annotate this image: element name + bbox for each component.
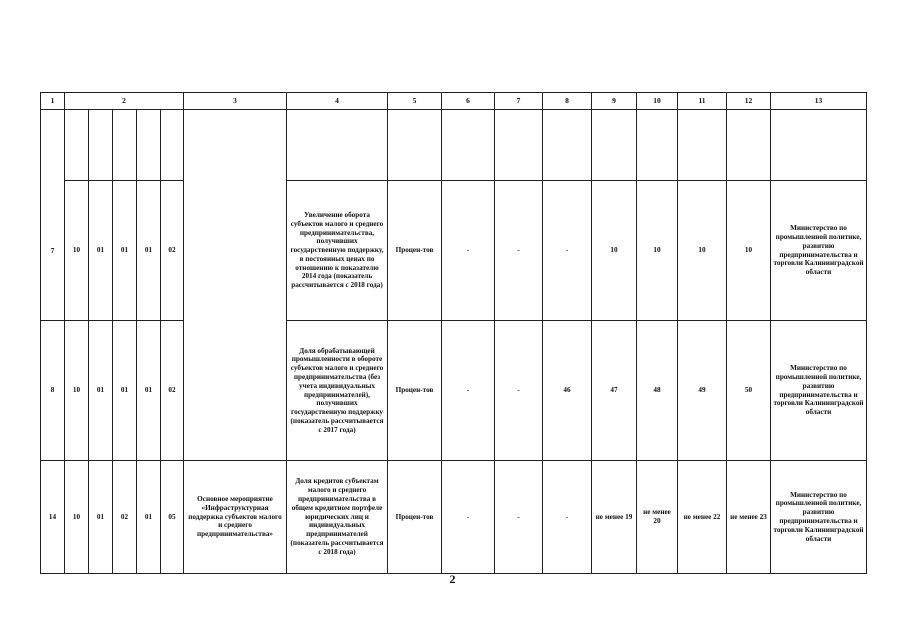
header-col-10: 10 (637, 93, 678, 110)
empty-cell (771, 110, 867, 181)
header-col-1: 1 (41, 93, 65, 110)
indicators-table (40, 92, 867, 574)
code-cell: 05 (161, 461, 184, 574)
header-col-2: 2 (65, 93, 184, 110)
empty-cell (287, 110, 388, 181)
value-cell: - (543, 461, 592, 574)
row-number: 7 (50, 247, 55, 256)
value-cell: - (495, 461, 543, 574)
header-col-4: 4 (287, 93, 388, 110)
value-cell: 10 (637, 181, 678, 321)
unit-cell: Процен-тов (388, 181, 442, 321)
row-number-cell (41, 110, 65, 321)
empty-cell (137, 110, 161, 181)
code-cell: 10 (65, 321, 89, 461)
header-col-8: 8 (543, 93, 592, 110)
value-cell: 47 (592, 321, 637, 461)
empty-cell (161, 110, 184, 181)
row-number-cell (41, 461, 65, 574)
code-cell: 01 (113, 181, 137, 321)
header-col-3: 3 (184, 93, 287, 110)
header-col-11: 11 (678, 93, 727, 110)
row-number-cell (41, 321, 65, 461)
empty-cell (89, 110, 113, 181)
code-cell: 01 (89, 181, 113, 321)
row-number: 14 (48, 512, 57, 521)
value-cell: - (495, 321, 543, 461)
empty-cell (543, 110, 592, 181)
value-cell: 10 (592, 181, 637, 321)
value-cell: 10 (727, 181, 771, 321)
code-cell: 01 (137, 181, 161, 321)
header-col-13: 13 (771, 93, 867, 110)
table-row (41, 181, 867, 321)
value-cell: не менее 20 (637, 461, 678, 574)
empty-cell (65, 110, 89, 181)
value-cell: - (495, 181, 543, 321)
code-cell: 01 (137, 321, 161, 461)
code-cell: 01 (89, 321, 113, 461)
indicator-cell: Увеличение оборота субъектов малого и среднего предпринимательства, получивших государственную поддержку, в постоянных ценах по отношению к показателю 2014 года (показатель рассчитывается с 2018 года) (287, 181, 388, 321)
value-cell: - (442, 321, 495, 461)
value-cell: - (442, 461, 495, 574)
code-cell: 01 (89, 461, 113, 574)
empty-cell (442, 110, 495, 181)
header-row (41, 93, 867, 110)
row7-col3 (184, 110, 287, 461)
responsible-cell: Министерство по промышленной политике, развитию предпринимательства и торговли Калининградской области (771, 461, 867, 574)
header-col-7: 7 (495, 93, 543, 110)
value-cell: не менее 19 (592, 461, 637, 574)
code-cell: 10 (65, 461, 89, 574)
code-cell: 01 (113, 321, 137, 461)
measure-cell: Основное мероприятие «Инфраструктурная поддержка субъектов малого и среднего предпринимательства» (184, 461, 287, 574)
empty-cell (637, 110, 678, 181)
code-cell: 01 (137, 461, 161, 574)
value-cell: 46 (543, 321, 592, 461)
unit-cell: Процен-тов (388, 321, 442, 461)
header-col-12: 12 (727, 93, 771, 110)
value-cell: не менее 23 (727, 461, 771, 574)
empty-cell (495, 110, 543, 181)
code-cell: 10 (65, 181, 89, 321)
empty-cell (727, 110, 771, 181)
indicator-cell: Доля кредитов субъектам малого и среднего предпринимательства в общем кредитном портфеле юридических лиц и индивидуальных предпринимателей (показатель рассчитывается с 2018 года) (287, 461, 388, 574)
empty-cell (113, 110, 137, 181)
code-cell: 02 (113, 461, 137, 574)
value-cell: 50 (727, 321, 771, 461)
empty-cell (678, 110, 727, 181)
value-cell: - (543, 181, 592, 321)
value-cell: 48 (637, 321, 678, 461)
code-cell: 02 (161, 321, 184, 461)
unit-cell: Процен-тов (388, 461, 442, 574)
header-col-5: 5 (388, 93, 442, 110)
row-number: 8 (50, 386, 55, 395)
code-cell: 02 (161, 181, 184, 321)
empty-cell (592, 110, 637, 181)
indicator-cell: Доля обрабатывающей промышленности в обороте субъектов малого и среднего предпринимательства (без учета индивидуальных предпринимателей), получивших государственную поддержку (показатель рассчитывается с 2017 года) (287, 321, 388, 461)
value-cell: 49 (678, 321, 727, 461)
continuation-row (41, 110, 867, 181)
header-col-9: 9 (592, 93, 637, 110)
table-row (41, 461, 867, 574)
header-col-6: 6 (442, 93, 495, 110)
value-cell: - (442, 181, 495, 321)
responsible-cell: Министерство по промышленной политике, развитию предпринимательства и торговли Калининградской области (771, 181, 867, 321)
value-cell: 10 (678, 181, 727, 321)
table-row (41, 321, 867, 461)
empty-cell (388, 110, 442, 181)
page-number: 2 (449, 572, 456, 586)
responsible-cell: Министерство по промышленной политике, развитию предпринимательства и торговли Калининградской области (771, 321, 867, 461)
value-cell: не менее 22 (678, 461, 727, 574)
